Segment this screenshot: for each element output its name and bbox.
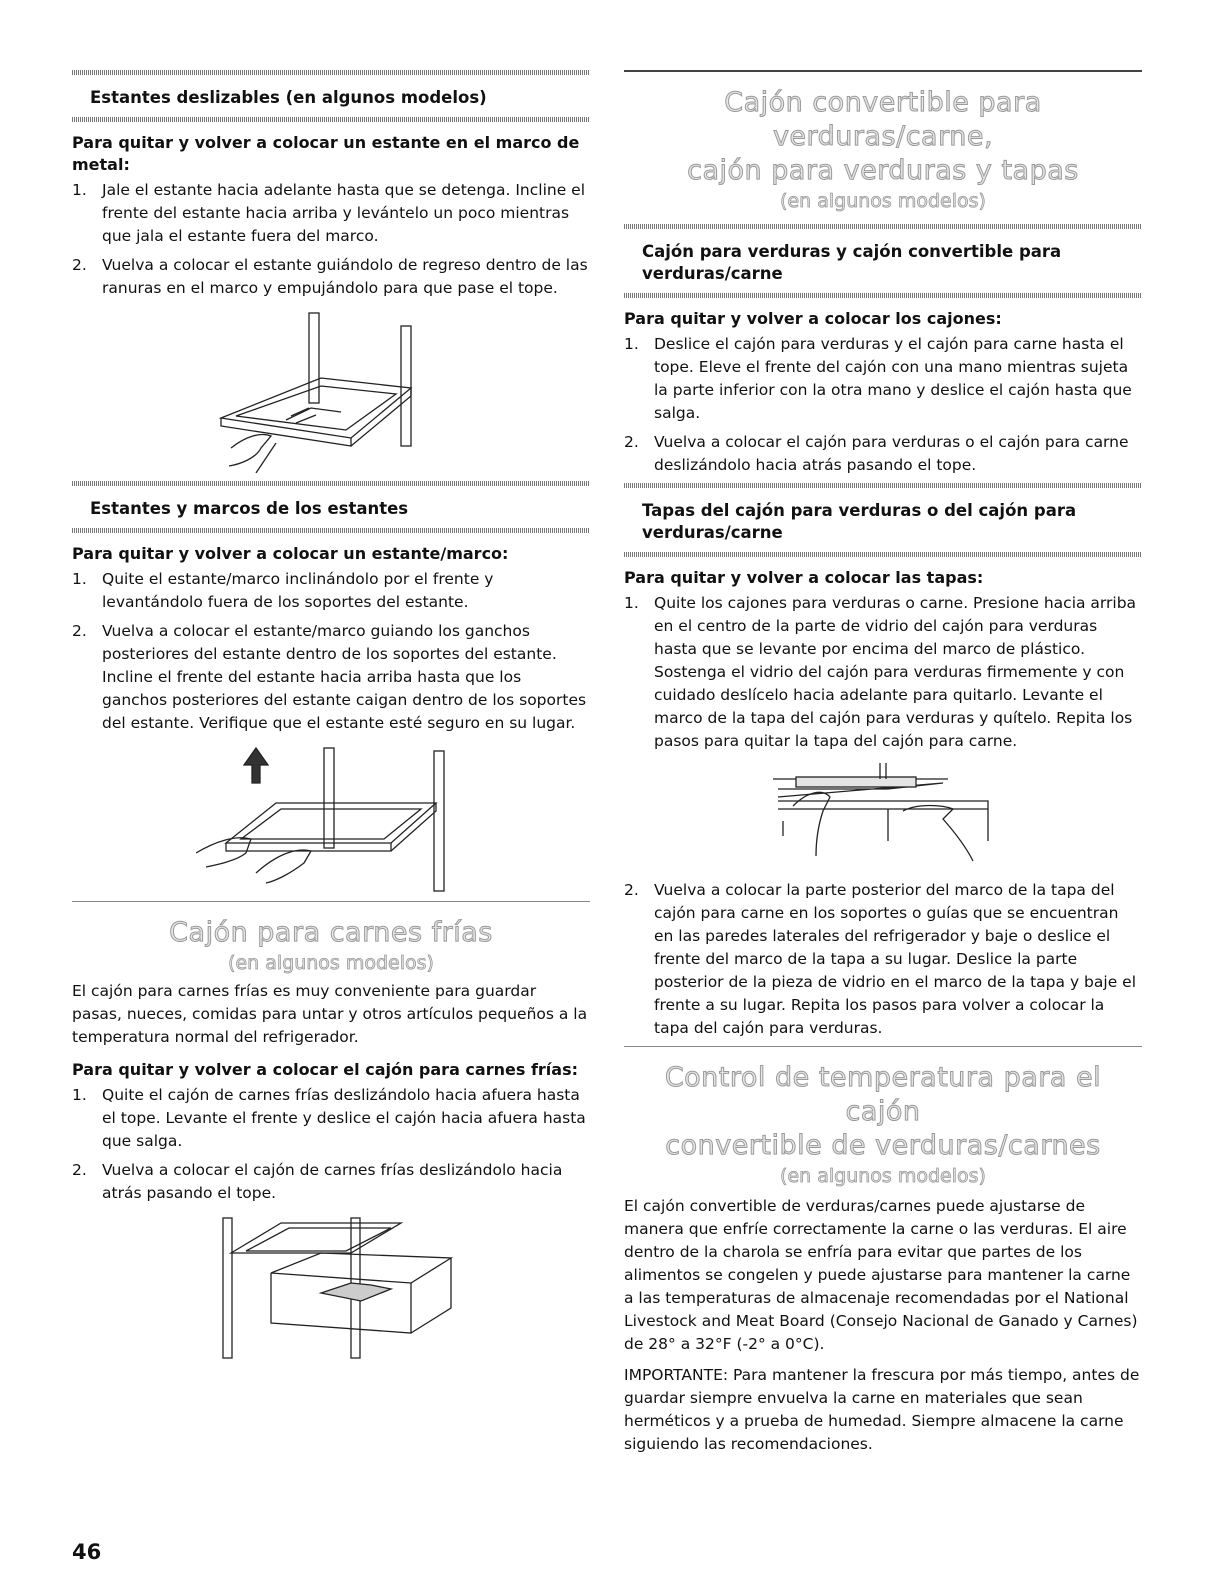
deli-drawer-steps xyxy=(72,1084,590,1205)
section-rule xyxy=(624,1046,1142,1047)
step-item: 2. Vuelva a colocar el estante guiándolo de regreso dentro de las ranuras en el marco y empujándolo para que pase el tope. xyxy=(72,256,588,297)
important-label: IMPORTANTE: xyxy=(624,1366,729,1384)
sliding-shelves-steps xyxy=(72,179,590,300)
covers-subheading-band xyxy=(624,488,1142,552)
temp-control-title-line1: Control de temperatura para el cajón xyxy=(664,1062,1102,1127)
crisper-section-subtitle: (en algunos modelos) xyxy=(780,190,986,212)
shelves-frames-instructions-heading: Para quitar y volver a colocar un estante/marco: xyxy=(72,544,509,563)
sliding-shelves-instructions-heading: Para quitar y volver a colocar un estante en el marco de metal: xyxy=(72,133,580,174)
covers-heading: Tapas del cajón para verduras o del cajón para verduras/carne xyxy=(642,501,1077,542)
crisper-section-title-line1: Cajón convertible para verduras/carne, xyxy=(724,87,1042,152)
section-divider xyxy=(624,293,1142,298)
covers-instructions-heading: Para quitar y volver a colocar las tapas: xyxy=(624,568,984,587)
step-item: 2. Vuelva a colocar el cajón para verduras o el cajón para carne deslizándolo hacia atrás pasando el tope. xyxy=(624,433,1129,474)
important-text: Para mantener la frescura por más tiempo, antes de guardar siempre envuelva la carne en materiales que sean herméticos y a prueba de humedad. Siempre almacene la carne siguiendo las recomendaciones. xyxy=(624,1366,1140,1453)
step-item: 1. Deslice el cajón para verduras y el cajón para carne hasta el tope. Eleve el frente del cajón con una mano mientras sujeta la parte inferior con la otra mano y deslice el cajón hasta que salga. xyxy=(624,335,1132,422)
deli-drawer-subtitle: (en algunos modelos) xyxy=(228,952,434,974)
crisper-section-title-line2: cajón para verduras y tapas xyxy=(687,155,1079,186)
shelves-frames-steps xyxy=(72,568,590,735)
right-column xyxy=(624,70,1142,1456)
crisper-subheading-band xyxy=(624,229,1142,293)
left-column xyxy=(72,70,590,1371)
step-item: 1. Quite el estante/marco inclinándolo por el frente y levantándolo fuera de los soportes del estante. xyxy=(72,570,494,611)
crisper-steps xyxy=(624,333,1142,477)
covers-steps xyxy=(624,592,1142,753)
step-item: 1. Jale el estante hacia adelante hasta que se detenga. Incline el frente del estante hacia arriba y levántelo un poco mientras que jala el estante fuera del marco. xyxy=(72,181,586,245)
temp-control-important-paragraph xyxy=(624,1364,1142,1456)
deli-drawer-illustration xyxy=(201,1213,461,1363)
step-item: 1. Quite los cajones para verduras o carne. Presione hacia arriba en el centro de la parte de vidrio del cajón para verduras hasta que se levante por encima del marco de plástico. Sostenga el vidrio del cajón para verduras firmemente y con cuidado deslícelo hacia adelante para quitarlo. Levante el marco de la tapa del cajón para verduras y quítelo. Repita los pasos para quitar la tapa del cajón para carne. xyxy=(624,594,1137,750)
section-rule xyxy=(624,70,1142,72)
step-item: 2. Vuelva a colocar el cajón de carnes frías deslizándolo hacia atrás pasando el tope. xyxy=(72,1161,563,1202)
sliding-shelf-illustration xyxy=(201,308,461,473)
sliding-shelves-subheading-band xyxy=(72,75,590,117)
step-item: 2. Vuelva a colocar la parte posterior del marco de la tapa del cajón para carne en los soportes o guías que se encuentran en las paredes laterales del refrigerador y baje o deslice el frente del marco de la tapa a su lugar. Deslice la parte posterior de la pieza de vidrio en el marco de la tapa y baje el frente a su lugar. Repita los pasos para volver a colocar la tapa del cajón para verduras. xyxy=(624,881,1136,1037)
deli-drawer-intro: El cajón para carnes frías es muy conveniente para guardar pasas, nueces, comidas para untar y otros artículos pequeños a la temperatura normal del refrigerador. xyxy=(72,982,588,1046)
deli-drawer-title: Cajón para carnes frías xyxy=(169,917,493,948)
temp-control-title-line2: convertible de verduras/carnes xyxy=(665,1130,1101,1161)
temp-control-subtitle: (en algunos modelos) xyxy=(780,1165,986,1187)
crisper-heading: Cajón para verduras y cajón convertible para verduras/carne xyxy=(642,242,1062,283)
shelf-frame-illustration xyxy=(196,743,466,893)
deli-drawer-instructions-heading: Para quitar y volver a colocar el cajón para carnes frías: xyxy=(72,1060,578,1079)
shelves-frames-heading: Estantes y marcos de los estantes xyxy=(90,499,409,518)
section-rule xyxy=(72,901,590,902)
shelves-frames-subheading-band xyxy=(72,486,590,528)
step-item: 1. Quite el cajón de carnes frías deslizándolo hacia afuera hasta el tope. Levante el frente y deslice el cajón hacia afuera hasta que salga. xyxy=(72,1086,586,1150)
crisper-instructions-heading: Para quitar y volver a colocar los cajones: xyxy=(624,309,1002,328)
sliding-shelves-heading: Estantes deslizables (en algunos modelos) xyxy=(90,88,487,107)
covers-steps-continued xyxy=(624,879,1142,1040)
crisper-cover-illustration xyxy=(768,761,998,871)
section-divider xyxy=(72,117,590,122)
temp-control-paragraph: El cajón convertible de verduras/carnes puede ajustarse de manera que enfríe correctamente la carne o las verduras. El aire dentro de la charola se enfría para evitar que partes de los alimentos se congelen y puede ajustarse para mantener la carne a las temperaturas de almacenaje recomendadas por el National Livestock and Meat Board (Consejo Nacional de Ganado y Carnes) de 28° a 32°F (-2° a 0°C). xyxy=(624,1197,1138,1353)
page-number: 46 xyxy=(72,1540,102,1564)
section-divider xyxy=(72,528,590,533)
step-item: 2. Vuelva a colocar el estante/marco guiando los ganchos posteriores del estante dentro de los soportes del estante. Incline el frente del estante hacia arriba hasta que los ganchos posteriores del estante caigan dentro de los soportes del estante. Verifique que el estante esté seguro en su lugar. xyxy=(72,622,587,732)
section-divider xyxy=(624,552,1142,557)
